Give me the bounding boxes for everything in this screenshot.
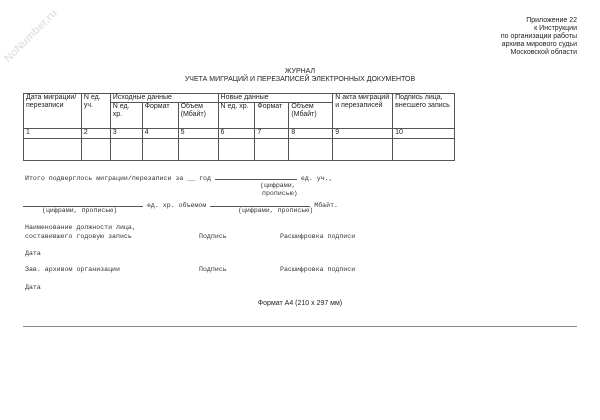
col-number: 8 — [289, 129, 333, 139]
signature-label: Подпись — [199, 233, 227, 240]
header-src-format: Формат — [142, 103, 178, 129]
appendix-line: архива мирового судьи — [501, 41, 577, 48]
header-new-volume: Объем (Мбайт) — [289, 103, 333, 129]
empty-cell — [81, 139, 110, 161]
col-number: 5 — [178, 129, 218, 139]
empty-row — [24, 139, 455, 161]
hint: прописью) — [262, 190, 298, 197]
appendix-note — [501, 17, 577, 57]
empty-cell — [178, 139, 218, 161]
empty-cell — [142, 139, 178, 161]
header-src-volume: Объем (Мбайт) — [178, 103, 218, 129]
watermark: NoNumber.ru — [1, 7, 60, 65]
appendix-line: по организации работы — [500, 33, 577, 40]
mbyte-label: Мбайт. — [314, 202, 339, 209]
header-source-group: Исходные данные — [110, 94, 218, 103]
empty-cell — [393, 139, 455, 161]
header-date: Дата миграции/ перезаписи — [24, 94, 82, 129]
hint: (цифрами, прописью) — [42, 207, 118, 214]
signature-label: Подпись — [199, 266, 227, 273]
date-label: Дата — [25, 250, 41, 257]
empty-cell — [24, 139, 82, 161]
format-note: Формат А4 (210 x 297 мм) — [257, 300, 343, 307]
header-signature: Подпись лица, внесшего запись — [393, 94, 455, 129]
total-label: Итого подверглось миграции/перезаписи за __ год — [25, 175, 211, 182]
col-number: 1 — [24, 129, 82, 139]
hint: (цифрами, прописью) — [238, 207, 314, 214]
header-new-format: Формат — [255, 103, 289, 129]
col-number: 7 — [255, 129, 289, 139]
blank-line — [210, 199, 310, 207]
col-number: 4 — [142, 129, 178, 139]
journal-table — [23, 93, 455, 161]
appendix-line: к Инструкции — [534, 25, 577, 32]
hint: (цифрами, — [260, 182, 296, 189]
header-new-group: Новые данные — [218, 94, 333, 103]
empty-cell — [333, 139, 393, 161]
col-number: 2 — [81, 129, 110, 139]
col-number: 10 — [393, 129, 455, 139]
document-title — [0, 68, 600, 84]
col-number: 3 — [110, 129, 142, 139]
blank-line — [23, 199, 143, 207]
header-unit: N ед. уч. — [81, 94, 110, 129]
archive-head-label: Зав. архивом организации — [25, 266, 120, 273]
empty-cell — [255, 139, 289, 161]
empty-cell — [218, 139, 255, 161]
blank-line — [215, 172, 297, 180]
appendix-line: Московской области — [510, 49, 577, 56]
position-label: Наименование должности лица, — [25, 224, 136, 231]
column-number-row — [24, 129, 455, 139]
appendix-line: Приложение 22 — [526, 17, 577, 24]
decode-label: Расшифровка подписи — [280, 266, 356, 273]
empty-cell — [110, 139, 142, 161]
header-src-storage: N ед. хр. — [110, 103, 142, 129]
decode-label: Расшифровка подписи — [280, 233, 356, 240]
position-label: составившего годовую запись — [25, 233, 132, 240]
units-label: ед. уч., — [300, 175, 333, 182]
title-line: УЧЕТА МИГРАЦИЙ И ПЕРЕЗАПИСЕЙ ЭЛЕКТРОННЫХ ДОКУМЕНТОВ — [184, 76, 416, 83]
date-label: Дата — [25, 284, 41, 291]
col-number: 6 — [218, 129, 255, 139]
divider — [23, 326, 577, 327]
title-line: ЖУРНАЛ — [284, 68, 316, 75]
col-number: 9 — [333, 129, 393, 139]
volume-label: ед. хр. объемом — [146, 202, 207, 209]
header-act: N акта миграций и перезаписей — [333, 94, 393, 129]
header-new-storage: N ед. хр. — [218, 103, 255, 129]
empty-cell — [289, 139, 333, 161]
